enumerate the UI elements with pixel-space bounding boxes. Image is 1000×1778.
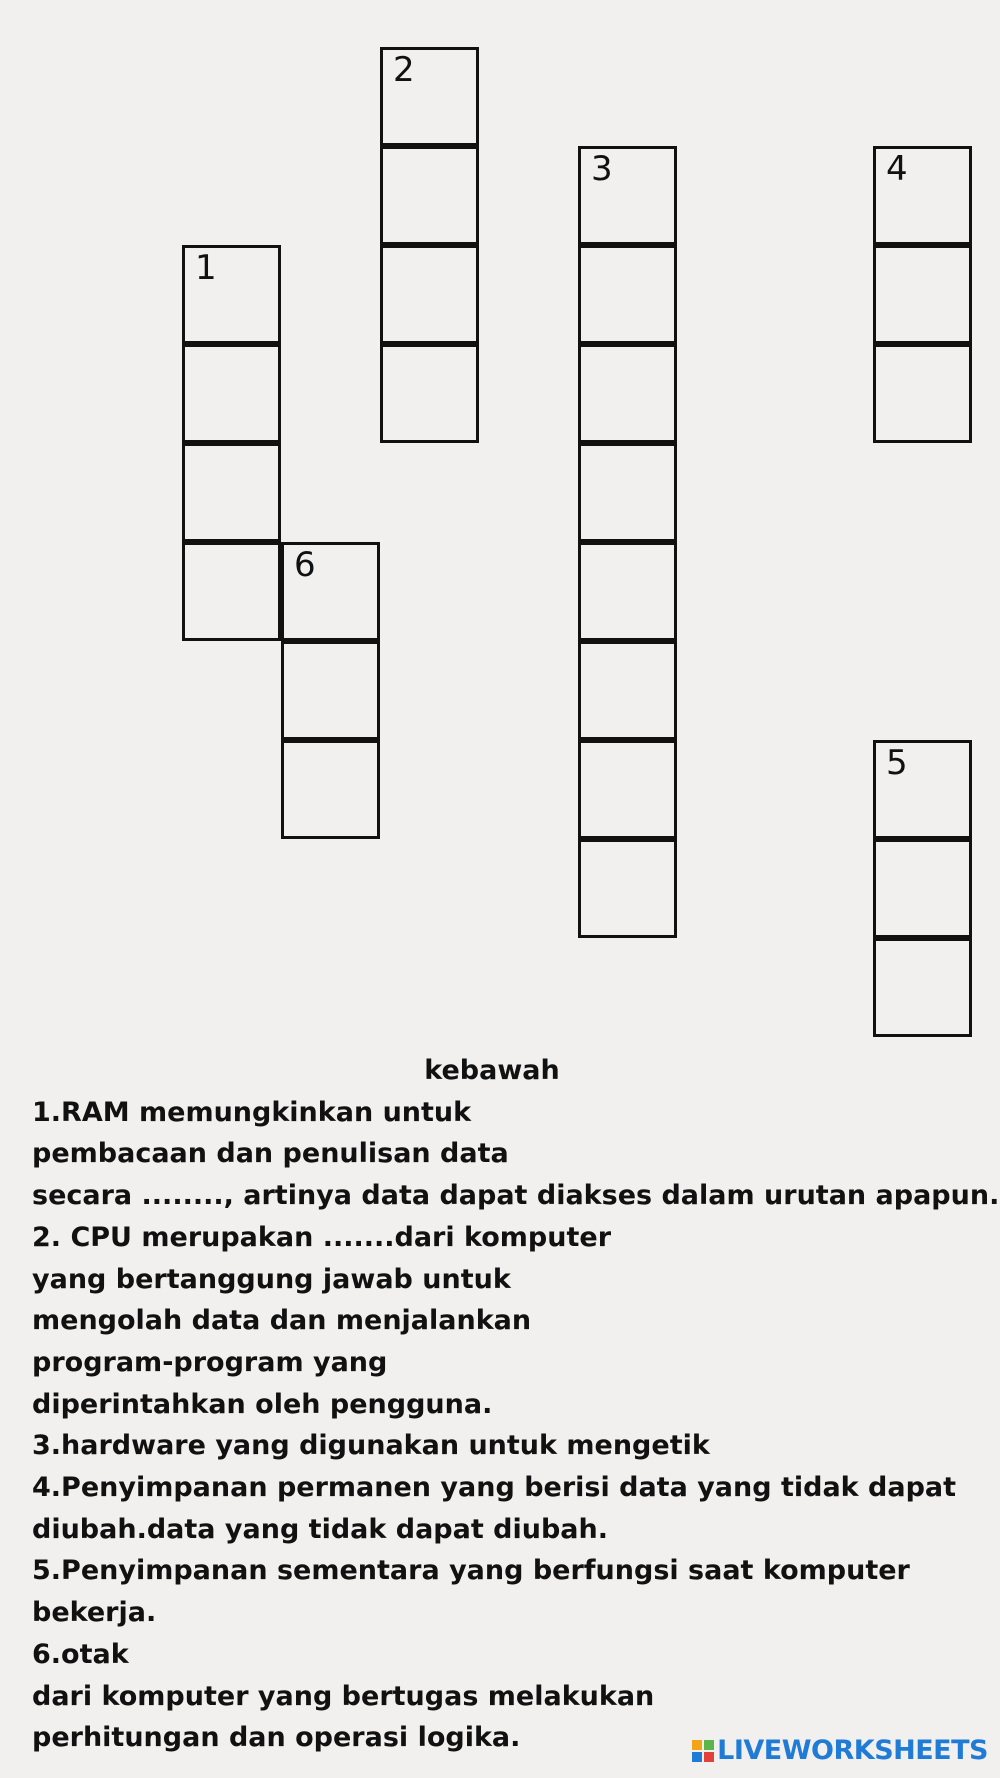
crossword-cell-3-7[interactable]: [578, 740, 677, 839]
crossword-cell-4-1[interactable]: [873, 146, 972, 245]
clue-number-3: 3: [591, 149, 613, 189]
clue-number-1: 1: [195, 248, 217, 288]
clue-line: 6.otak: [32, 1638, 129, 1670]
crossword-cell-3-3[interactable]: [578, 344, 677, 443]
clue-line: perhitungan dan operasi logika.: [32, 1722, 521, 1754]
clue-number-6: 6: [294, 545, 316, 585]
clue-line: 4.Penyimpanan permanen yang berisi data yang tidak dapat: [32, 1472, 957, 1504]
crossword-cell-2-2[interactable]: [380, 146, 479, 245]
liveworksheets-logo-text: LIVEWORKSHEETS: [717, 1735, 988, 1766]
clue-line: diperintahkan oleh pengguna.: [32, 1388, 493, 1420]
clue-line: mengolah data dan menjalankan: [32, 1305, 532, 1337]
crossword-cell-3-1[interactable]: [578, 146, 677, 245]
crossword-cell-5-1[interactable]: [873, 740, 972, 839]
crossword-cell-6-3[interactable]: [281, 740, 380, 839]
clue-number-2: 2: [393, 50, 415, 90]
clue-line: 3.hardware yang digunakan untuk mengetik: [32, 1430, 710, 1462]
crossword-cell-5-2[interactable]: [873, 839, 972, 938]
logo-square-icon: [704, 1740, 714, 1750]
logo-square-icon: [704, 1752, 714, 1762]
clues-list: [32, 1050, 1000, 1759]
clue-line: program-program yang: [32, 1346, 388, 1378]
crossword-cell-3-8[interactable]: [578, 839, 677, 938]
crossword-cell-2-3[interactable]: [380, 245, 479, 344]
clue-number-4: 4: [886, 149, 908, 189]
clue-line: dari komputer yang bertugas melakukan: [32, 1680, 655, 1712]
crossword-cell-6-2[interactable]: [281, 641, 380, 740]
crossword-cell-3-5[interactable]: [578, 542, 677, 641]
crossword-cell-1-3[interactable]: [182, 443, 281, 542]
crossword-cell-2-4[interactable]: [380, 344, 479, 443]
crossword-cell-4-3[interactable]: [873, 344, 972, 443]
crossword-cell-1-1[interactable]: [182, 245, 281, 344]
logo-square-icon: [692, 1752, 702, 1762]
logo-square-icon: [692, 1740, 702, 1750]
clue-line: pembacaan dan penulisan data: [32, 1138, 509, 1170]
crossword-cell-4-2[interactable]: [873, 245, 972, 344]
crossword-cell-1-4[interactable]: [182, 542, 281, 641]
clues-heading: kebawah: [424, 1055, 560, 1086]
crossword-cell-3-2[interactable]: [578, 245, 677, 344]
clue-number-5: 5: [886, 743, 908, 783]
clue-line: diubah.data yang tidak dapat diubah.: [32, 1513, 608, 1545]
crossword-cell-3-6[interactable]: [578, 641, 677, 740]
crossword-cell-6-1[interactable]: [281, 542, 380, 641]
clue-line: bekerja.: [32, 1597, 157, 1629]
crossword-cell-5-3[interactable]: [873, 938, 972, 1037]
crossword-cell-3-4[interactable]: [578, 443, 677, 542]
clue-line: secara ........, artinya data dapat diakses dalam urutan apapun.: [32, 1180, 1000, 1212]
clue-line: 1.RAM memungkinkan untuk: [32, 1096, 472, 1128]
liveworksheets-logo-icon: [692, 1740, 714, 1762]
crossword-cell-2-1[interactable]: [380, 47, 479, 146]
clue-line: 5.Penyimpanan sementara yang berfungsi saat komputer: [32, 1555, 910, 1587]
clue-line: yang bertanggung jawab untuk: [32, 1263, 511, 1295]
crossword-cell-1-2[interactable]: [182, 344, 281, 443]
liveworksheets-logo: [692, 1735, 988, 1766]
clue-line: 2. CPU merupakan .......dari komputer: [32, 1221, 612, 1253]
